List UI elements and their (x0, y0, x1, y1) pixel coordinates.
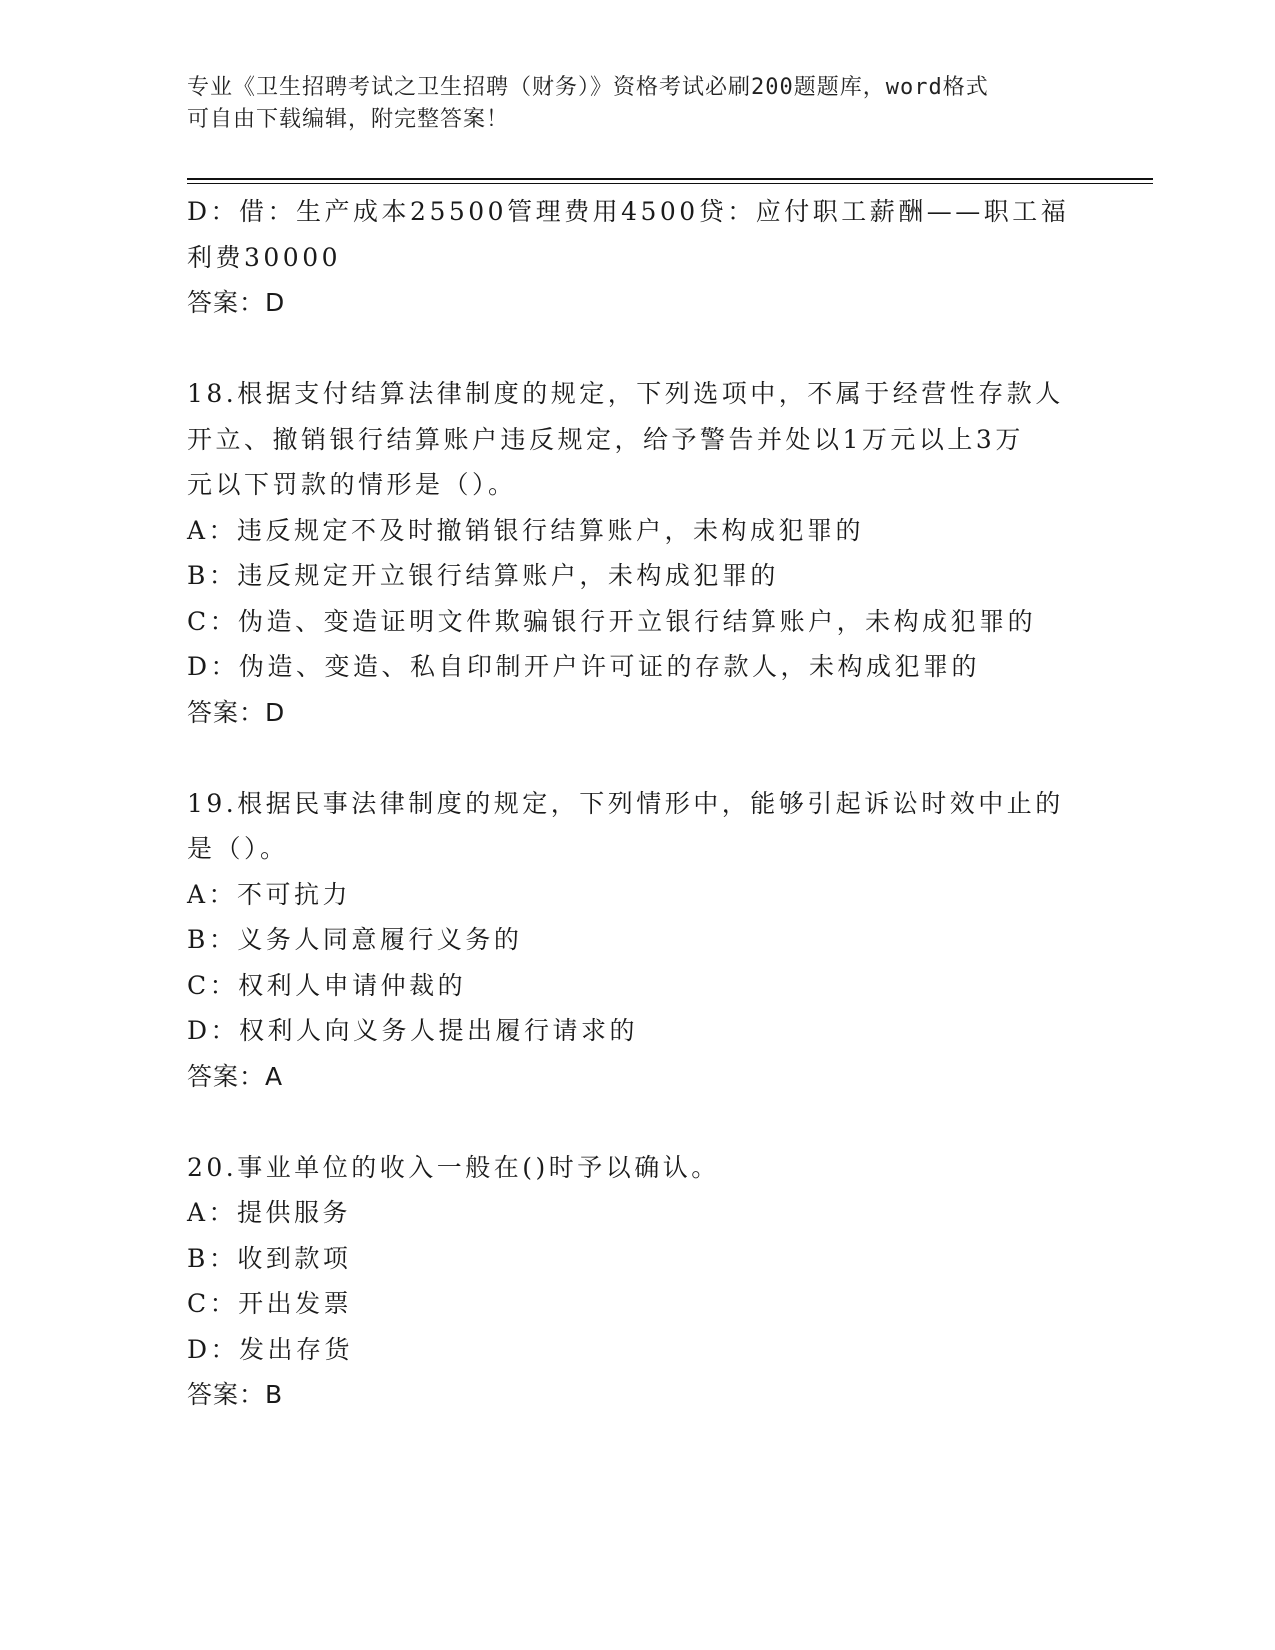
question-stem-continued: 元以下罚款的情形是（）。 (187, 470, 517, 499)
answer: 答案：A (187, 1061, 284, 1091)
question-content (187, 189, 1087, 1418)
question-19 (187, 781, 1087, 1100)
header-line-2: 可自由下载编辑，附完整答案！ (187, 107, 510, 132)
option-b: B：义务人同意履行义务的 (187, 925, 523, 954)
question-stem: 19.根据民事法律制度的规定，下列情形中，能够引起诉讼时效中止的 (187, 788, 1064, 818)
answer: 答案：D (187, 288, 286, 317)
question-20 (187, 1145, 1087, 1418)
option-d: D：借：生产成本25500管理费用4500贷：应付职工薪酬——职工福 (187, 197, 1070, 226)
header-rule-thick (187, 178, 1153, 180)
option-a: A：违反规定不及时撤销银行结算账户，未构成犯罪的 (187, 515, 865, 545)
option-d: D：权利人向义务人提出履行请求的 (187, 1016, 639, 1045)
answer: 答案：D (187, 697, 286, 727)
prev-question (187, 189, 1087, 326)
option-a: A：不可抗力 (187, 879, 352, 909)
question-stem: 18.根据支付结算法律制度的规定，下列选项中，不属于经营性存款人 (187, 379, 1064, 408)
option-c: C：伪造、变造证明文件欺骗银行开立银行结算账户，未构成犯罪的 (187, 606, 1037, 636)
question-18 (187, 371, 1087, 735)
option-a: A：提供服务 (187, 1198, 352, 1227)
question-stem: 20.事业单位的收入一般在()时予以确认。 (187, 1152, 720, 1182)
answer: 答案：B (187, 1380, 284, 1409)
option-d: D：发出存货 (187, 1334, 354, 1364)
header-rule-thin (187, 183, 1153, 184)
document-header (187, 72, 1087, 136)
option-d-continued: 利费30000 (187, 242, 342, 272)
question-stem-continued: 开立、撤销银行结算账户违反规定，给予警告并处以1万元以上3万 (187, 424, 1024, 454)
option-d: D：伪造、变造、私自印制开户许可证的存款人，未构成犯罪的 (187, 652, 981, 681)
option-c: C：权利人申请仲裁的 (187, 970, 467, 1000)
option-b: B：收到款项 (187, 1243, 352, 1273)
option-b: B：违反规定开立银行结算账户，未构成犯罪的 (187, 561, 779, 590)
question-stem-continued: 是（）。 (187, 834, 289, 863)
option-c: C：开出发票 (187, 1289, 353, 1318)
header-line-1: 专业《卫生招聘考试之卫生招聘（财务）》资格考试必刷200题题库，word格式 (187, 75, 989, 100)
